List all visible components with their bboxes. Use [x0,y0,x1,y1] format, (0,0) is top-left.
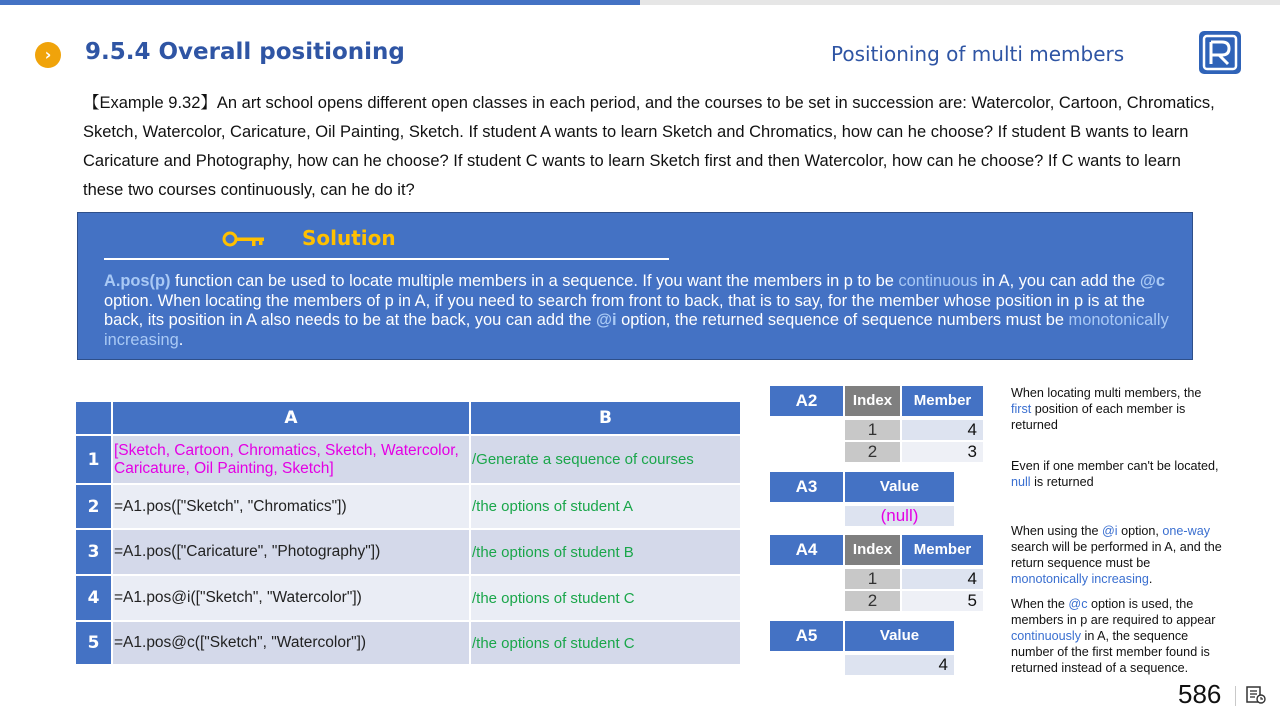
grid-cell-a1[interactable]: [Sketch, Cartoon, Chromatics, Sketch, Watercolor, Caricature, Oil Painting, Sketch] [113,436,471,485]
grid-cell-a5[interactable]: =A1.pos@c(["Sketch", "Watercolor"]) [113,622,471,666]
result-a4-index: 1 [845,569,900,589]
solution-title: Solution [302,226,396,250]
grid-row-number[interactable]: 4 [76,576,113,622]
top-progress-bar [0,0,640,5]
result-a5-label: A5 [770,621,843,651]
solution-option-c: @c [1139,272,1166,290]
grid-row [76,530,742,576]
result-a4-label: A4 [770,535,843,565]
result-a4-member: 5 [902,591,983,611]
note-keyword: null [1011,475,1031,489]
note-text: When using the [1011,524,1103,538]
solution-text-part: in A, you can add the [977,272,1140,290]
grid-col-b-header[interactable]: B [471,402,742,436]
result-a2-member: 3 [902,442,983,462]
spl-grid [76,402,742,666]
note-keyword: first [1011,402,1032,416]
grid-cell-b3[interactable]: /the options of student B [471,530,742,576]
solution-text-part: . [178,330,184,349]
solution-text-part: option. When locating the members of p in A, if you need to search from front to back, that is to say, for the member whose position in p is at the back, its position in A also needs to be at the back, you can add the [104,291,1146,329]
note-text: is returned [1030,475,1094,489]
result-a2-member-header: Member [902,386,983,416]
result-a4-member-header: Member [902,535,983,565]
note-option-c [1011,596,1223,676]
result-a4-member: 4 [902,569,983,589]
grid-row [76,622,742,666]
page-number: 586 [1178,679,1222,709]
grid-cell-b4[interactable]: /the options of student C [471,576,742,622]
grid-row-number[interactable]: 1 [76,436,113,485]
solution-text-part: function can be used to locate multiple members in a sequence. If you want the members in p to be [170,272,899,290]
grid-row [76,576,742,622]
note-text: in A, the sequence number of the first member found is returned instead of a sequence. [1011,629,1210,675]
solution-function: A.pos(p) [104,272,171,290]
slide-list-icon[interactable] [1245,685,1267,705]
grid-corner [76,402,113,436]
result-a4-index-header: Index [845,535,900,565]
result-a3-value-header: Value [845,472,954,502]
result-a2-index-header: Index [845,386,900,416]
result-a2-index: 1 [845,420,900,440]
grid-row-number[interactable]: 5 [76,622,113,666]
brand-logo-icon [1199,31,1241,74]
result-a3-value: (null) [845,506,954,526]
solution-keyword: continuous [898,272,978,290]
grid-cell-b5[interactable]: /the options of student C [471,622,742,666]
page-title: 9.5.4 Overall positioning [85,39,405,65]
note-text: option is used, the members in p are required to appear [1011,597,1216,627]
note-text: position of each member is returned [1011,402,1186,432]
grid-row [76,485,742,530]
grid-cell-a3[interactable]: =A1.pos(["Caricature", "Photography"]) [113,530,471,576]
solution-divider [104,258,669,260]
note-option-i [1011,523,1223,587]
note-first-position [1011,385,1223,433]
solution-keyword: monotonically increasing [104,311,1169,349]
grid-cell-b2[interactable]: /the options of student A [471,485,742,530]
note-keyword: continuously [1011,629,1082,643]
result-a2-label: A2 [770,386,843,416]
result-a3-label: A3 [770,472,843,502]
grid-header-row [76,402,742,436]
note-keyword: @i [1102,524,1118,538]
grid-row-number[interactable]: 2 [76,485,113,530]
solution-text [104,272,1179,350]
page-separator [1235,686,1236,706]
result-a5-value: 4 [845,655,954,675]
note-text: When the [1011,597,1069,611]
grid-cell-a2[interactable]: =A1.pos(["Sketch", "Chromatics"]) [113,485,471,530]
note-text: option, [1117,524,1163,538]
grid-row-number[interactable]: 3 [76,530,113,576]
note-text: . [1148,572,1153,586]
grid-col-a-header[interactable]: A [113,402,471,436]
result-a2-index: 2 [845,442,900,462]
top-progress-track [640,0,1280,5]
example-text: 【Example 9.32】An art school opens different open classes in each period, and the courses to be set in succession are: Watercolor, Cartoon, Chromatics, Sketch, Watercolor, Caricature, Oil Painting, Sketch. If student A wants to learn Sketch and Chromatics, how can he choose? If student B wants to learn Caricature and Photography, how can he choose? If student C wants to learn Sketch first and then Watercolor, how can he choose? If C wants to learn these two courses continuously, can he do it? [83,94,1215,199]
grid-cell-a4[interactable]: =A1.pos@i(["Sketch", "Watercolor"]) [113,576,471,622]
title-bullet-icon: › [35,42,61,68]
note-text: search will be performed in A, and the return sequence must be [1011,540,1222,570]
grid-cell-b1[interactable]: /Generate a sequence of courses [471,436,742,485]
note-keyword: @c [1068,597,1088,611]
grid-row [76,436,742,485]
result-a4-index: 2 [845,591,900,611]
note-null-returned [1011,458,1223,490]
solution-text-part: option, the returned sequence of sequence numbers must be [616,311,1069,329]
note-text: Even if one member can't be located, [1011,459,1219,473]
key-icon [222,229,266,249]
result-a2-member: 4 [902,420,983,440]
note-keyword: monotonically increasing [1011,572,1149,586]
page-subtitle: Positioning of multi members [831,42,1125,66]
solution-box [77,212,1193,360]
solution-option-i: @i [596,311,617,329]
note-text: When locating multi members, the [1011,386,1202,400]
result-a5-value-header: Value [845,621,954,651]
note-keyword: one-way [1162,524,1211,538]
